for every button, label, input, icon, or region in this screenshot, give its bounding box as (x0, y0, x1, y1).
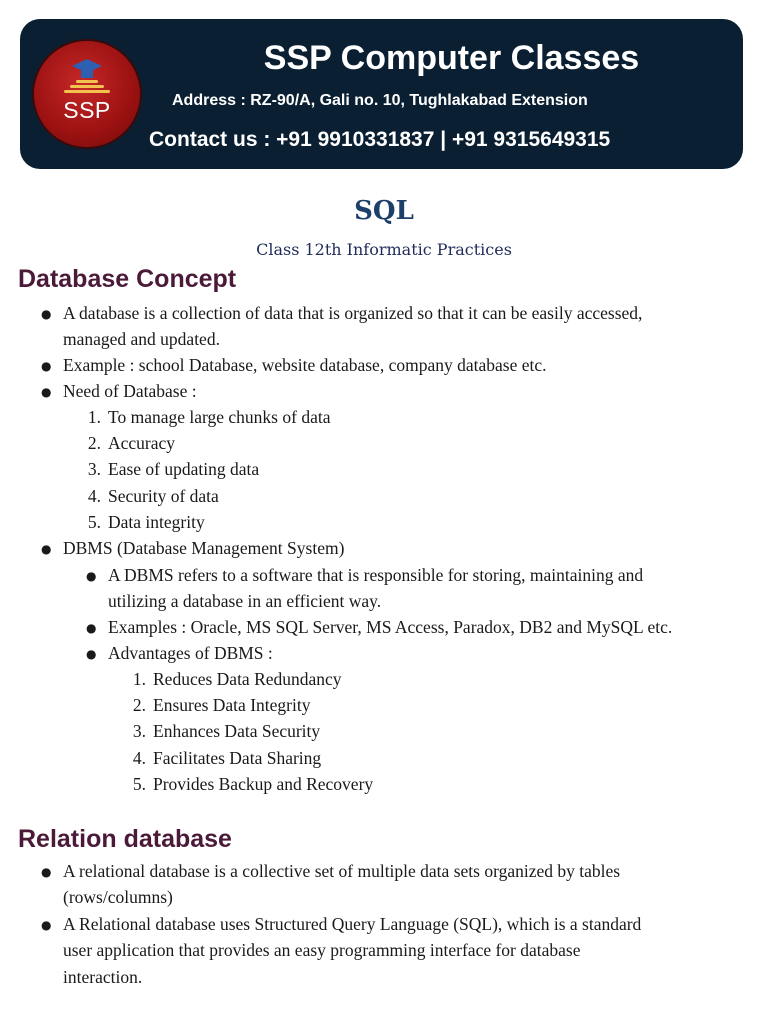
list-item: Reduces Data Redundancy (153, 669, 342, 689)
bullet-icon: ● (41, 542, 52, 556)
list-number: 3. (87, 459, 101, 479)
document-subtitle: Class 12th Informatic Practices (256, 240, 512, 259)
list-item: To manage large chunks of data (108, 407, 331, 427)
list-item: Accuracy (108, 433, 176, 453)
bullet-icon: ● (86, 621, 97, 635)
list-number: 1. (87, 407, 101, 427)
paragraph-line: managed and updated. (63, 329, 220, 349)
list-number: 2. (132, 695, 146, 715)
paragraph-line: A Relational database uses Structured Query Language (SQL), which is a standard (63, 914, 642, 934)
list-item: Ensures Data Integrity (153, 695, 311, 715)
list-item: Data integrity (108, 512, 205, 532)
document-title: SQL (354, 196, 414, 226)
list-number: 4. (87, 486, 101, 506)
paragraph-line: DBMS (Database Management System) (63, 538, 345, 558)
bullet-icon: ● (41, 865, 52, 879)
paragraph-line: user application that provides an easy programming interface for database (63, 940, 581, 960)
logo-text: SSP (63, 97, 111, 123)
list-number: 5. (87, 512, 101, 532)
list-item: Facilitates Data Sharing (153, 748, 322, 768)
paragraph-line: Example : school Database, website database, company database etc. (63, 355, 547, 375)
paragraph-line: interaction. (63, 967, 143, 987)
paragraph-line: Examples : Oracle, MS SQL Server, MS Access, Paradox, DB2 and MySQL etc. (108, 617, 673, 637)
list-item: Security of data (108, 486, 219, 506)
ssp-logo (34, 41, 140, 147)
list-number: 4. (132, 748, 146, 768)
paragraph-line: Need of Database : (63, 381, 197, 401)
list-number: 1. (132, 669, 146, 689)
list-item: Provides Backup and Recovery (153, 774, 374, 794)
paragraph-line: A relational database is a collective set of multiple data sets organized by tables (63, 861, 621, 881)
bullet-icon: ● (41, 385, 52, 399)
graduation-cap-icon (34, 41, 140, 147)
bullet-icon: ● (41, 918, 52, 932)
section-heading-relation-database: Relation database (18, 825, 232, 853)
paragraph-line: Advantages of DBMS : (108, 643, 273, 663)
header-banner (20, 19, 743, 169)
paragraph-line: A DBMS refers to a software that is responsible for storing, maintaining and (108, 565, 644, 585)
list-number: 2. (87, 433, 101, 453)
bullet-icon: ● (86, 569, 97, 583)
bullet-icon: ● (41, 307, 52, 321)
paragraph-line: A database is a collection of data that is organized so that it can be easily accessed, (63, 303, 643, 323)
institute-contact: Contact us : +91 9910331837 | +91 9315649315 (149, 128, 611, 151)
list-number: 5. (132, 774, 146, 794)
institute-name: SSP Computer Classes (263, 39, 640, 77)
institute-address: Address : RZ-90/A, Gali no. 10, Tughlakabad Extension (172, 92, 588, 109)
list-item: Ease of updating data (108, 459, 260, 479)
bullet-icon: ● (41, 359, 52, 373)
paragraph-line: utilizing a database in an efficient way. (108, 591, 382, 611)
list-item: Enhances Data Security (153, 721, 321, 741)
list-number: 3. (132, 721, 146, 741)
section-heading-database-concept: Database Concept (18, 265, 237, 293)
paragraph-line: (rows/columns) (63, 887, 173, 907)
bullet-icon: ● (86, 647, 97, 661)
